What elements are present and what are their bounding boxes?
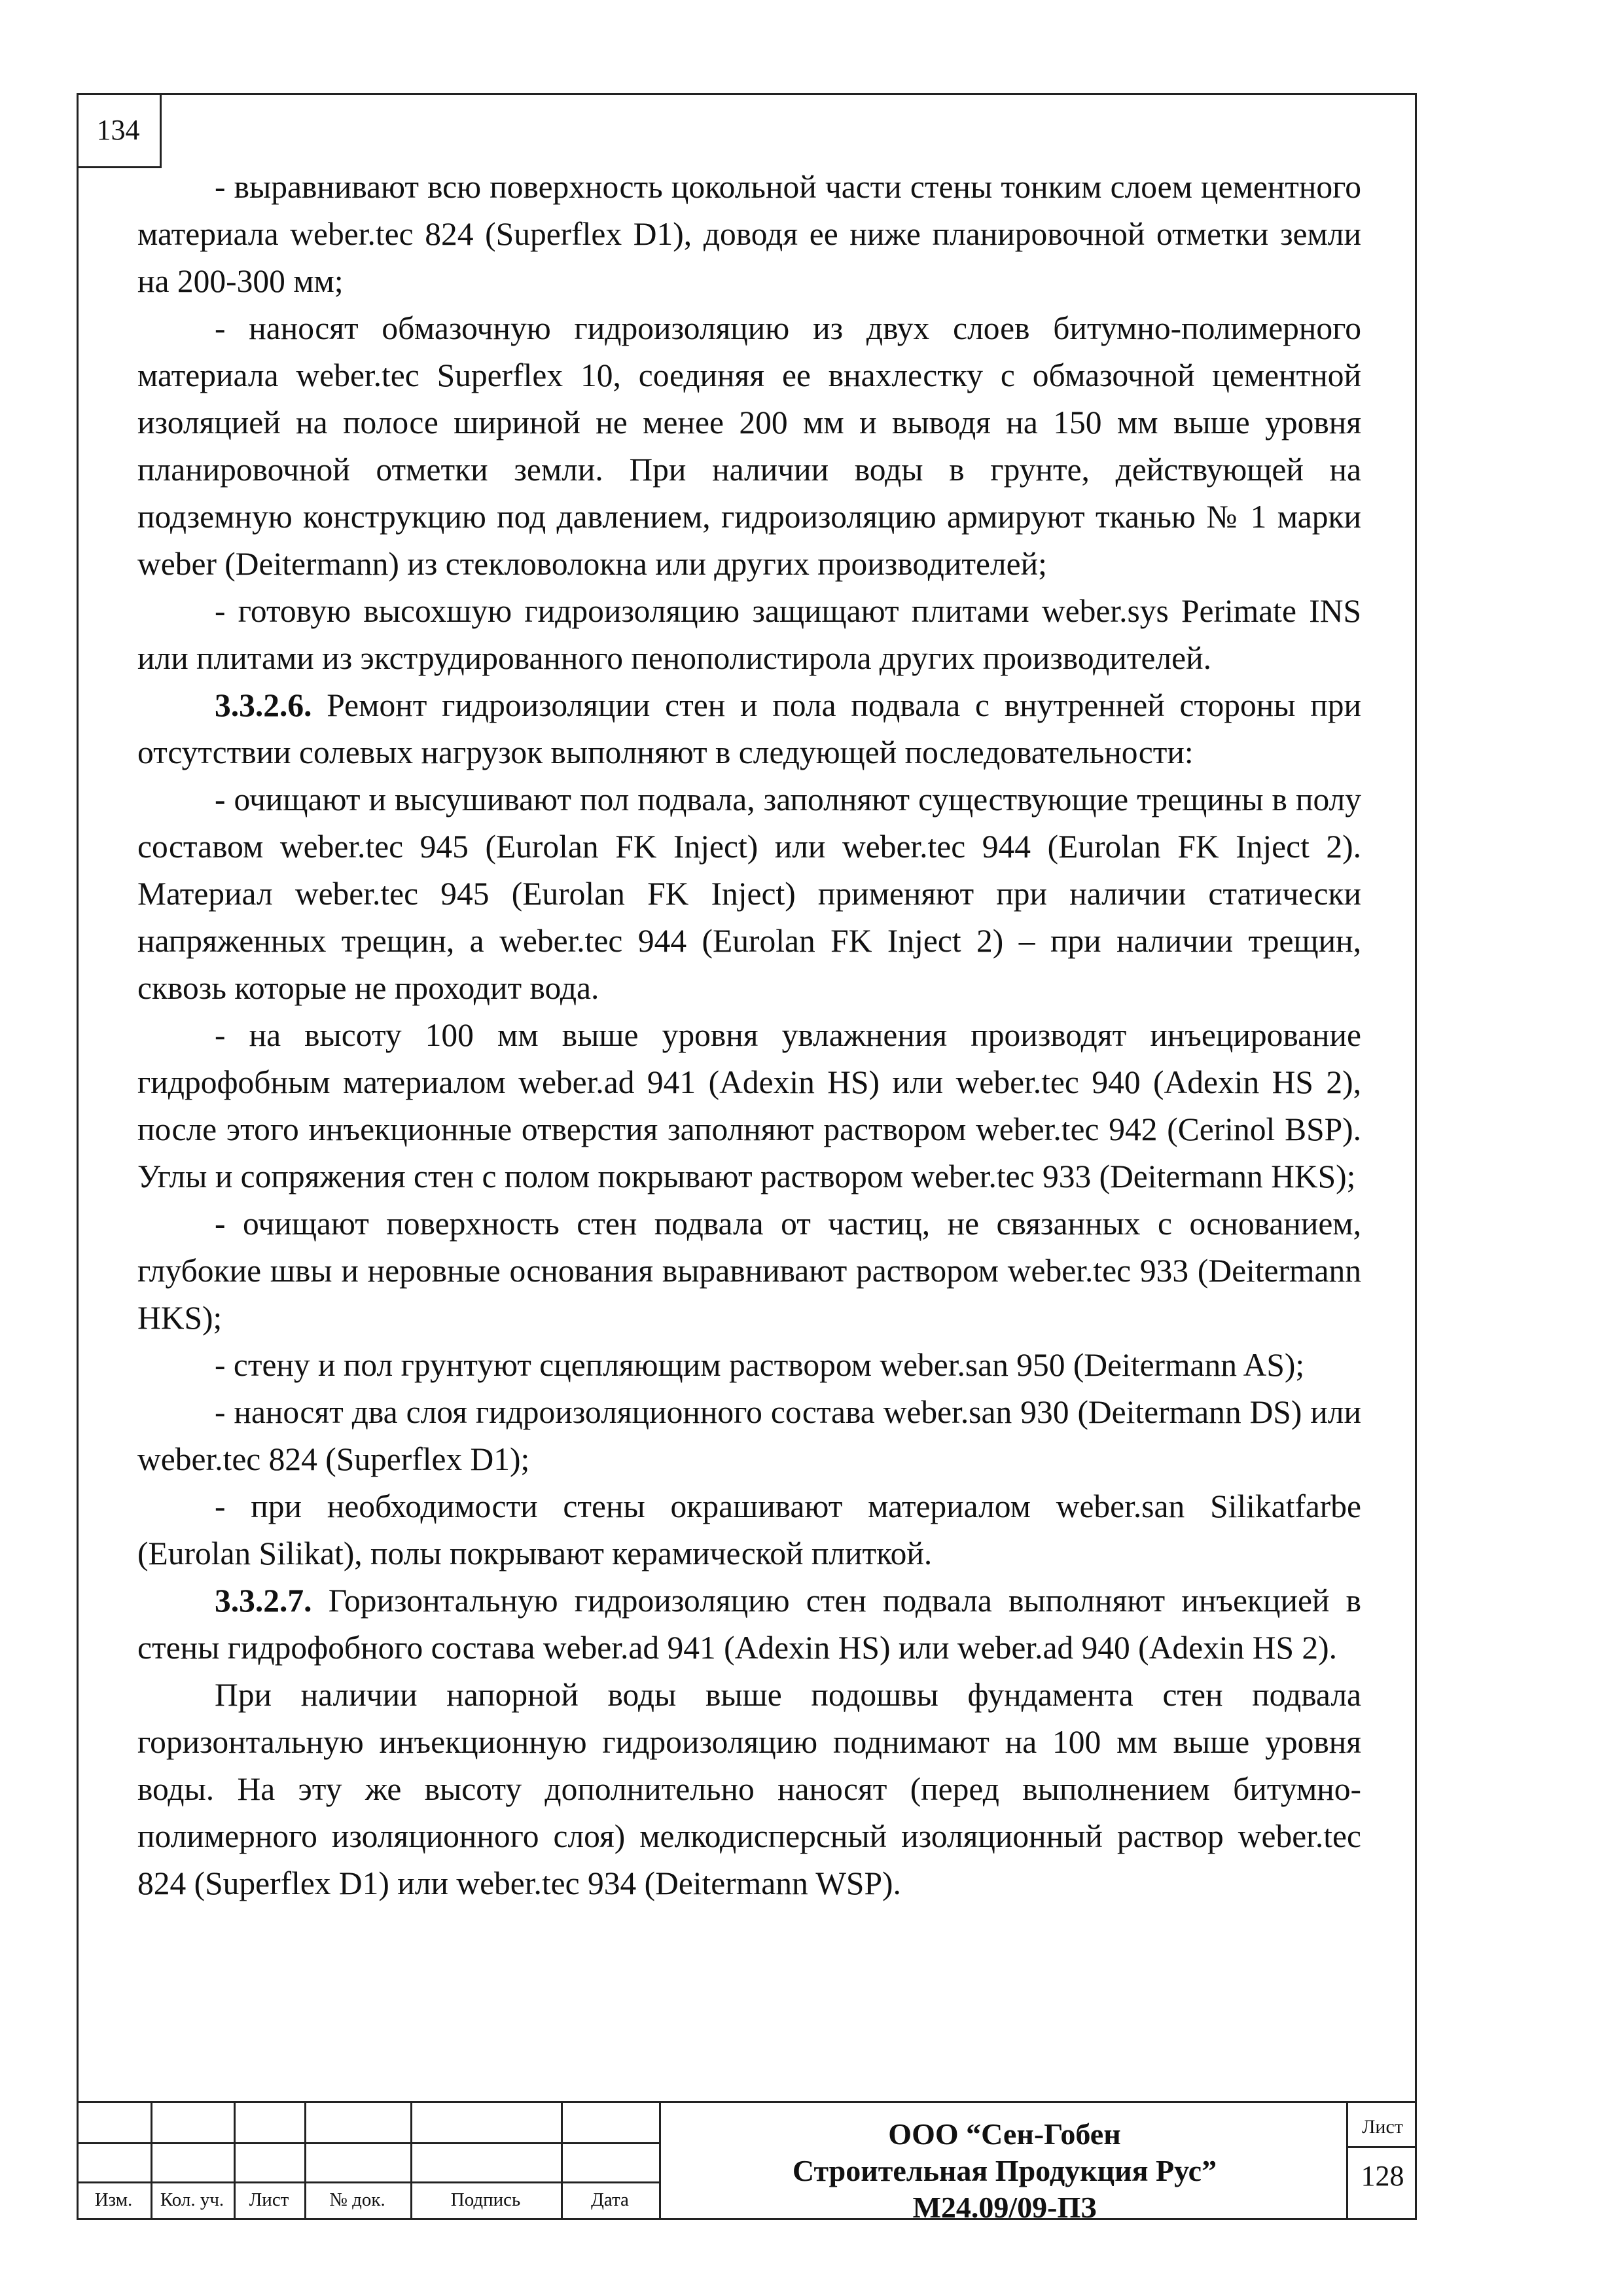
paragraph: - стену и пол грунтуют сцепляющим раствором weber.san 950 (Deitermann AS); [215,1347,1305,1383]
section-number: 3.3.2.7. [215,1583,312,1619]
paragraph: - на высоту 100 мм выше уровня увлажнения производят инъецирование гидрофобным материалом weber.ad 941 (Adexin HS) или weber.tec 940 (Adexin HS 2), после этого инъекционные отверстия заполняют раствором weber.tec 942 (Cerinol BSP). Углы и сопряжения стен с полом покрывают раствором weber.tec 933 (Deitermann HKS); [137,1017,1361,1194]
paragraph: - готовую высохшую гидроизоляцию защищают плитами weber.sys Perimate INS или плитами из экструдированного пенополистирола других производителей. [137,593,1361,676]
section-paragraph: 3.3.2.7. Горизонтальную гидроизоляцию стен подвала выполняют инъекцией в стены гидрофобного состава weber.ad 941 (Adexin HS) или weber.ad 940 (Adexin HS 2). [137,1583,1361,1666]
paragraph: - выравнивают всю поверхность цокольной части стены тонким слоем цементного материала weber.tec 824 (Superflex D1), доводя ее ниже планировочной отметки земли на 200-300 мм; [137,169,1361,299]
section-number: 3.3.2.6. [215,687,312,723]
sheet-number: 128 [1361,2160,1404,2192]
document-code: М24.09/09-ПЗ [912,2191,1097,2224]
org-name-line-2: Строительная Продукция Рус” [792,2154,1217,2187]
org-name-line-1: ООО “Сен-Гобен [888,2117,1121,2151]
paragraph: - очищают поверхность стен подвала от частиц, не связанных с основанием, глубокие швы и неровные основания выравнивают раствором weber.tec 933 (Deitermann HKS); [137,1206,1361,1336]
stamp-label-date: Дата [591,2189,629,2210]
stamp-label-signature: Подпись [450,2189,521,2210]
stamp-label-kol-uch: Кол. уч. [160,2189,224,2210]
paragraph: При наличии напорной воды выше подошвы фундамента стен подвала горизонтальную инъекционную гидроизоляцию поднимают на 100 мм выше уровня воды. На эту же высоту дополнительно наносят (перед выполнением битумно-полимерного изоляционного слоя) мелкодисперсный изоляционный раствор weber.tec 824 (Superflex D1) или weber.tec 934 (Deitermann WSP). [137,1677,1361,1901]
page-number: 134 [77,93,162,168]
stamp-label-doc: № док. [329,2189,385,2210]
sheet-label: Лист [1362,2116,1403,2138]
section-paragraph: 3.3.2.6. Ремонт гидроизоляции стен и пола подвала с внутренней стороны при отсутствии солевых нагрузок выполняют в следующей последовательности: [137,687,1361,770]
body-text [137,164,1361,1907]
organization-block [661,2116,1348,2226]
title-block [77,2101,1417,2224]
stamp-row-line [77,2142,659,2144]
stamp-label-list: Лист [249,2189,289,2210]
paragraph: - наносят обмазочную гидроизоляцию из двух слоев битумно-полимерного материала weber.tec Superflex 10, соединяя ее внахлестку с обмазочной цементной изоляцией на полосе шириной не менее 200 мм и выводя на 150 мм выше уровня планировочной отметки земли. При наличии воды в грунте, действующей на подземную конструкцию под давлением, гидроизоляцию армируют тканью № 1 марки weber (Deitermann) из стекловолокна или других производителей; [137,310,1361,582]
paragraph: - при необходимости стены окрашивают материалом weber.san Silikatfarbe (Eurolan Silikat), полы покрывают керамической плиткой. [137,1488,1361,1571]
stamp-row-line [77,2181,659,2183]
paragraph: - очищают и высушивают пол подвала, заполняют существующие трещины в полу составом weber.tec 945 (Eurolan FK Inject) или weber.tec 944 (Eurolan FK Inject 2). Материал weber.tec 945 (Eurolan FK Inject) применяют при наличии статически напряженных трещин, а weber.tec 944 (Eurolan FK Inject 2) – при наличии трещин, сквозь которые не проходит вода. [137,781,1361,1006]
stamp-row-line [1346,2146,1417,2148]
stamp-label-izm: Изм. [94,2189,133,2210]
paragraph: - наносят два слоя гидроизоляционного состава weber.san 930 (Deitermann DS) или weber.tec 824 (Superflex D1); [137,1394,1361,1477]
